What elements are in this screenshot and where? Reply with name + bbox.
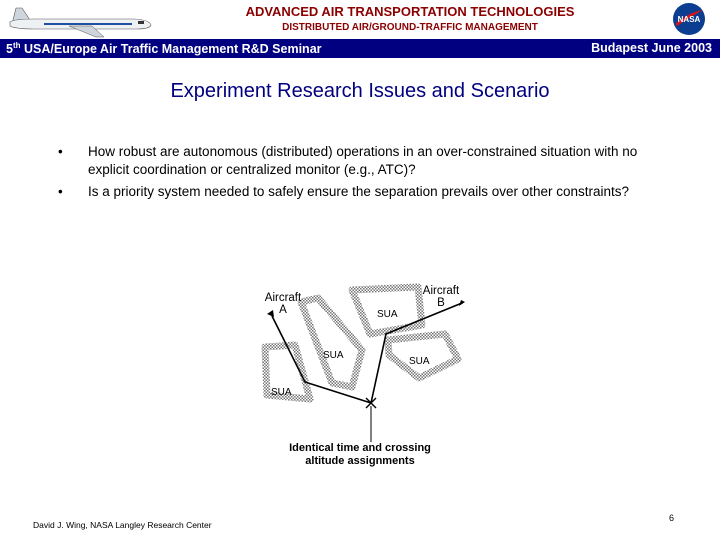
page-number: 6 [669, 513, 675, 523]
sua-region-2 [301, 298, 362, 387]
seminar-name: 5th USA/Europe Air Traffic Management R&D Seminar [6, 41, 322, 57]
sua-label: SUA [409, 356, 430, 367]
slide-title: Experiment Research Issues and Scenario [170, 80, 550, 102]
nasa-logo [672, 2, 706, 36]
bullet-list [58, 143, 658, 205]
bullet-item: • Is a priority system needed to safely ensure the separation prevails over other constraints? [58, 184, 630, 199]
header-title: ADVANCED AIR TRANSPORTATION TECHNOLOGIES [245, 4, 575, 19]
seminar-location-date: Budapest June 2003 [591, 41, 712, 55]
aircraft-a-label: Aircraft A [264, 292, 302, 316]
sua-label: SUA [323, 350, 344, 361]
figure-caption: Identical time and crossing altitude assignments [289, 442, 431, 467]
aircraft-b-label: Aircraft B [422, 285, 460, 309]
sua-label: SUA [377, 309, 398, 320]
bullet-icon: • [58, 144, 63, 159]
footer-author: David J. Wing, NASA Langley Research Center [33, 520, 212, 530]
bullet-icon: • [58, 184, 63, 199]
sua-label: SUA [271, 387, 292, 398]
nasa-logo-text: NASA [677, 15, 701, 24]
bullet-item: • How robust are autonomous (distributed) operations in an over-constrained situation with no explicit coordination or centralized monitor (e.g., ATC)? [58, 144, 638, 177]
airplane-logo [4, 4, 154, 38]
header-subtitle: DISTRIBUTED AIR/GROUND-TRAFFIC MANAGEMENT [282, 22, 538, 33]
